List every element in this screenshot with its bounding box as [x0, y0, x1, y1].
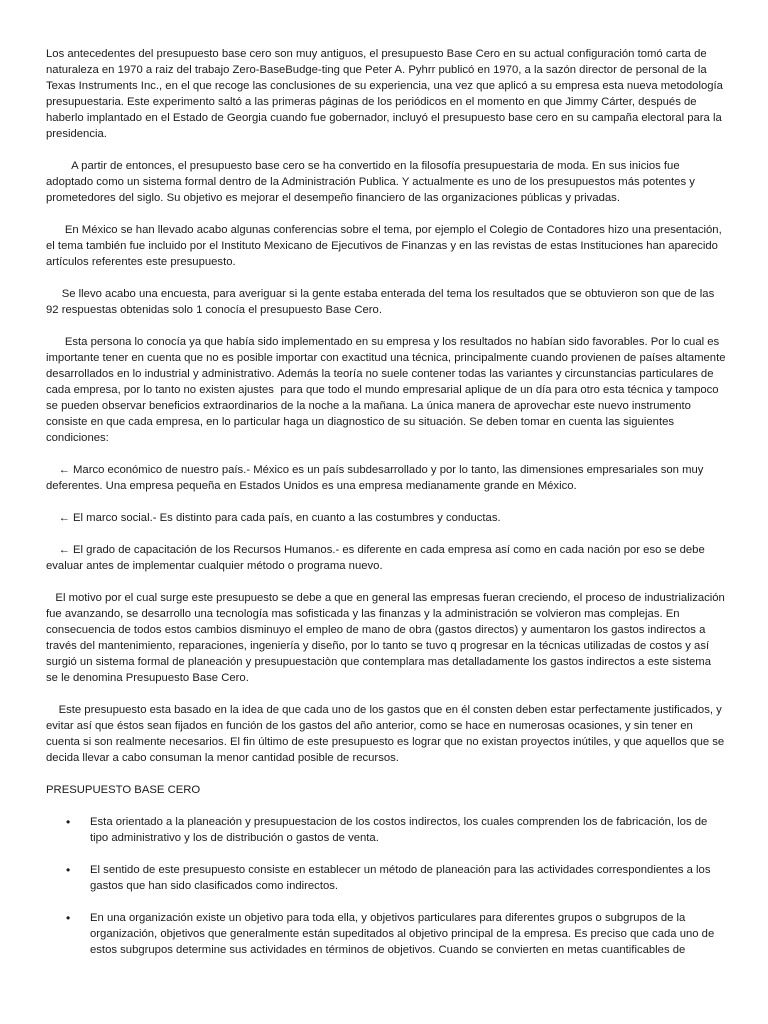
- paragraph-este-presupuesto: Este presupuesto esta basado en la idea de que cada uno de los gastos que en él consten deben estar perfectamente justificados, y evitar así que éstos sean fijados en función de los gastos del año anterior, como se hace en numerosas ocasiones, y sin tener en cuenta si son realmente necesarios. El fin último de este presupuesto es lograr que no existan proyectos inútiles, y que aquellos que se decida llevar a cabo consuman la menor cantidad posible de recursos.: [46, 704, 728, 764]
- list-item-text: Esta orientado a la planeación y presupuestacion de los costos indirectos, los cuales comprenden los de fabricación, los de tipo administrativo y los de distribución o gastos de venta.: [90, 816, 708, 844]
- paragraph-encuesta: Se llevo acabo una encuesta, para averiguar si la gente estaba enterada del tema los resultados que se obtuvieron son que de las 92 respuestas obtenidas solo 1 conocía el presupuesto Base Cero.: [46, 288, 718, 316]
- section-heading: PRESUPUESTO BASE CERO: [46, 784, 201, 796]
- paragraph-antecedentes: Los antecedentes del presupuesto base cero son muy antiguos, el presupuesto Base Cero en su actual configuración tomó carta de naturaleza en 1970 a raiz del trabajo Zero-BaseBudge-ting que Peter A. Pyhrr publicó en 1970, a la sazón director de personal de la Texas Instruments Inc., en el que recoge las conclusiones de su experiencia, una vez que aplicó a su empresa esta nueva metodología presupuestaria. Este experimento saltó a las primeras páginas de los periódicos en el momento en que Jimmy Cárter, después de haberlo implantado en el Estado de Georgia cuando fue gobernador, incluyó el presupuesto base cero en su campaña electoral para la presidencia.: [46, 48, 723, 140]
- list-item: [46, 910, 726, 958]
- paragraph-en-mexico: En México se han llevado acabo algunas conferencias sobre el tema, por ejemplo el Colegio de Contadores hizo una presentación, el tema también fue incluido por el Instituto Mexicano de Ejecutivos de Finanzas y en las revistas de estas Instituciones han aparecido artículos referentes este presupuesto.: [46, 224, 725, 268]
- bullet-icon: •: [66, 815, 71, 829]
- bullet-icon: •: [66, 911, 71, 925]
- bullet-icon: •: [66, 863, 71, 877]
- paragraph-a-partir-de-entonces: A partir de entonces, el presupuesto base cero se ha convertido en la filosofía presupuestaria de moda. En sus inicios fue adoptado como un sistema formal dentro de la Administración Publica. Y actualmente es uno de los presupuestos más potentes y prometedores del siglo. Su objetivo es mejorar el desempeño financiero de las organizaciones públicas y privadas.: [46, 160, 699, 204]
- list-item-text: El sentido de este presupuesto consiste en establecer un método de planeación para las actividades correspondientes a los gastos que han sido clasificados como indirectos.: [90, 864, 711, 892]
- document-body: [46, 46, 729, 974]
- condition-recursos-humanos: ← El grado de capacitación de los Recursos Humanos.- es diferente en cada empresa así como en cada nación por eso se debe evaluar antes de implementar cualquier método o programa nuevo.: [46, 544, 708, 572]
- bullet-list: [46, 814, 726, 958]
- list-item: [46, 862, 726, 894]
- condition-marco-economico: ← Marco económico de nuestro país.- México es un país subdesarrollado y por lo tanto, las dimensiones empresariales son muy deferentes. Una empresa pequeña en Estados Unidos es una empresa medianamente grande en México.: [46, 464, 707, 492]
- list-item-text: En una organización existe un objetivo para toda ella, y objetivos particulares para diferentes grupos o subgrupos de la organización, objetivos que generalmente están supeditados al objetivo principal de la empresa. Es preciso que cada uno de estos subgrupos determine sus actividades en términos de objetivos. Cuando se convierten en metas cuantificables de: [90, 912, 715, 956]
- condition-marco-social: ← El marco social.- Es distinto para cada país, en cuanto a las costumbres y conductas.: [46, 512, 501, 524]
- list-item: [46, 814, 726, 846]
- paragraph-esta-persona: Esta persona lo conocía ya que había sido implementado en su empresa y los resultados no habían sido favorables. Por lo cual es importante tener en cuenta que no es posible importar con exactitud una técnica, principalmente cuando provienen de países altamente desarrollados en lo industrial y administrativo. Además la teoría no suele contener todas las variantes y circunstancias particulares de cada empresa, por lo tanto no existen ajustes para que todo el mundo empresarial aplique de un día para otro esta técnica y tampoco se pueden observar beneficios extraordinarios de la noche a la mañana. La única manera de aprovechar este nuevo instrumento consiste en que cada empresa, en lo particular haga un diagnostico de su situación. Se deben tomar en cuenta las siguientes condiciones:: [46, 336, 729, 444]
- paragraph-motivo: El motivo por el cual surge este presupuesto se debe a que en general las empresas fueran creciendo, el proceso de industrialización fue avanzando, se desarrollo una tecnología mas sofisticada y las finanzas y la administración se volvieron mas complejas. En consecuencia de todos estos cambios disminuyo el empleo de mano de obra (gastos directos) y aumentaron los gastos indirectos a través del mantenimiento, reparaciones, ingeniería y diseño, por lo tanto se tuvo q progresar en la técnicas utilizadas de costos y así surgió un sistema formal de planeación y presupuestaciòn que contemplara mas detalladamente los gastos indirectos a este sistema se le denomina Presupuesto Base Cero.: [46, 592, 728, 684]
